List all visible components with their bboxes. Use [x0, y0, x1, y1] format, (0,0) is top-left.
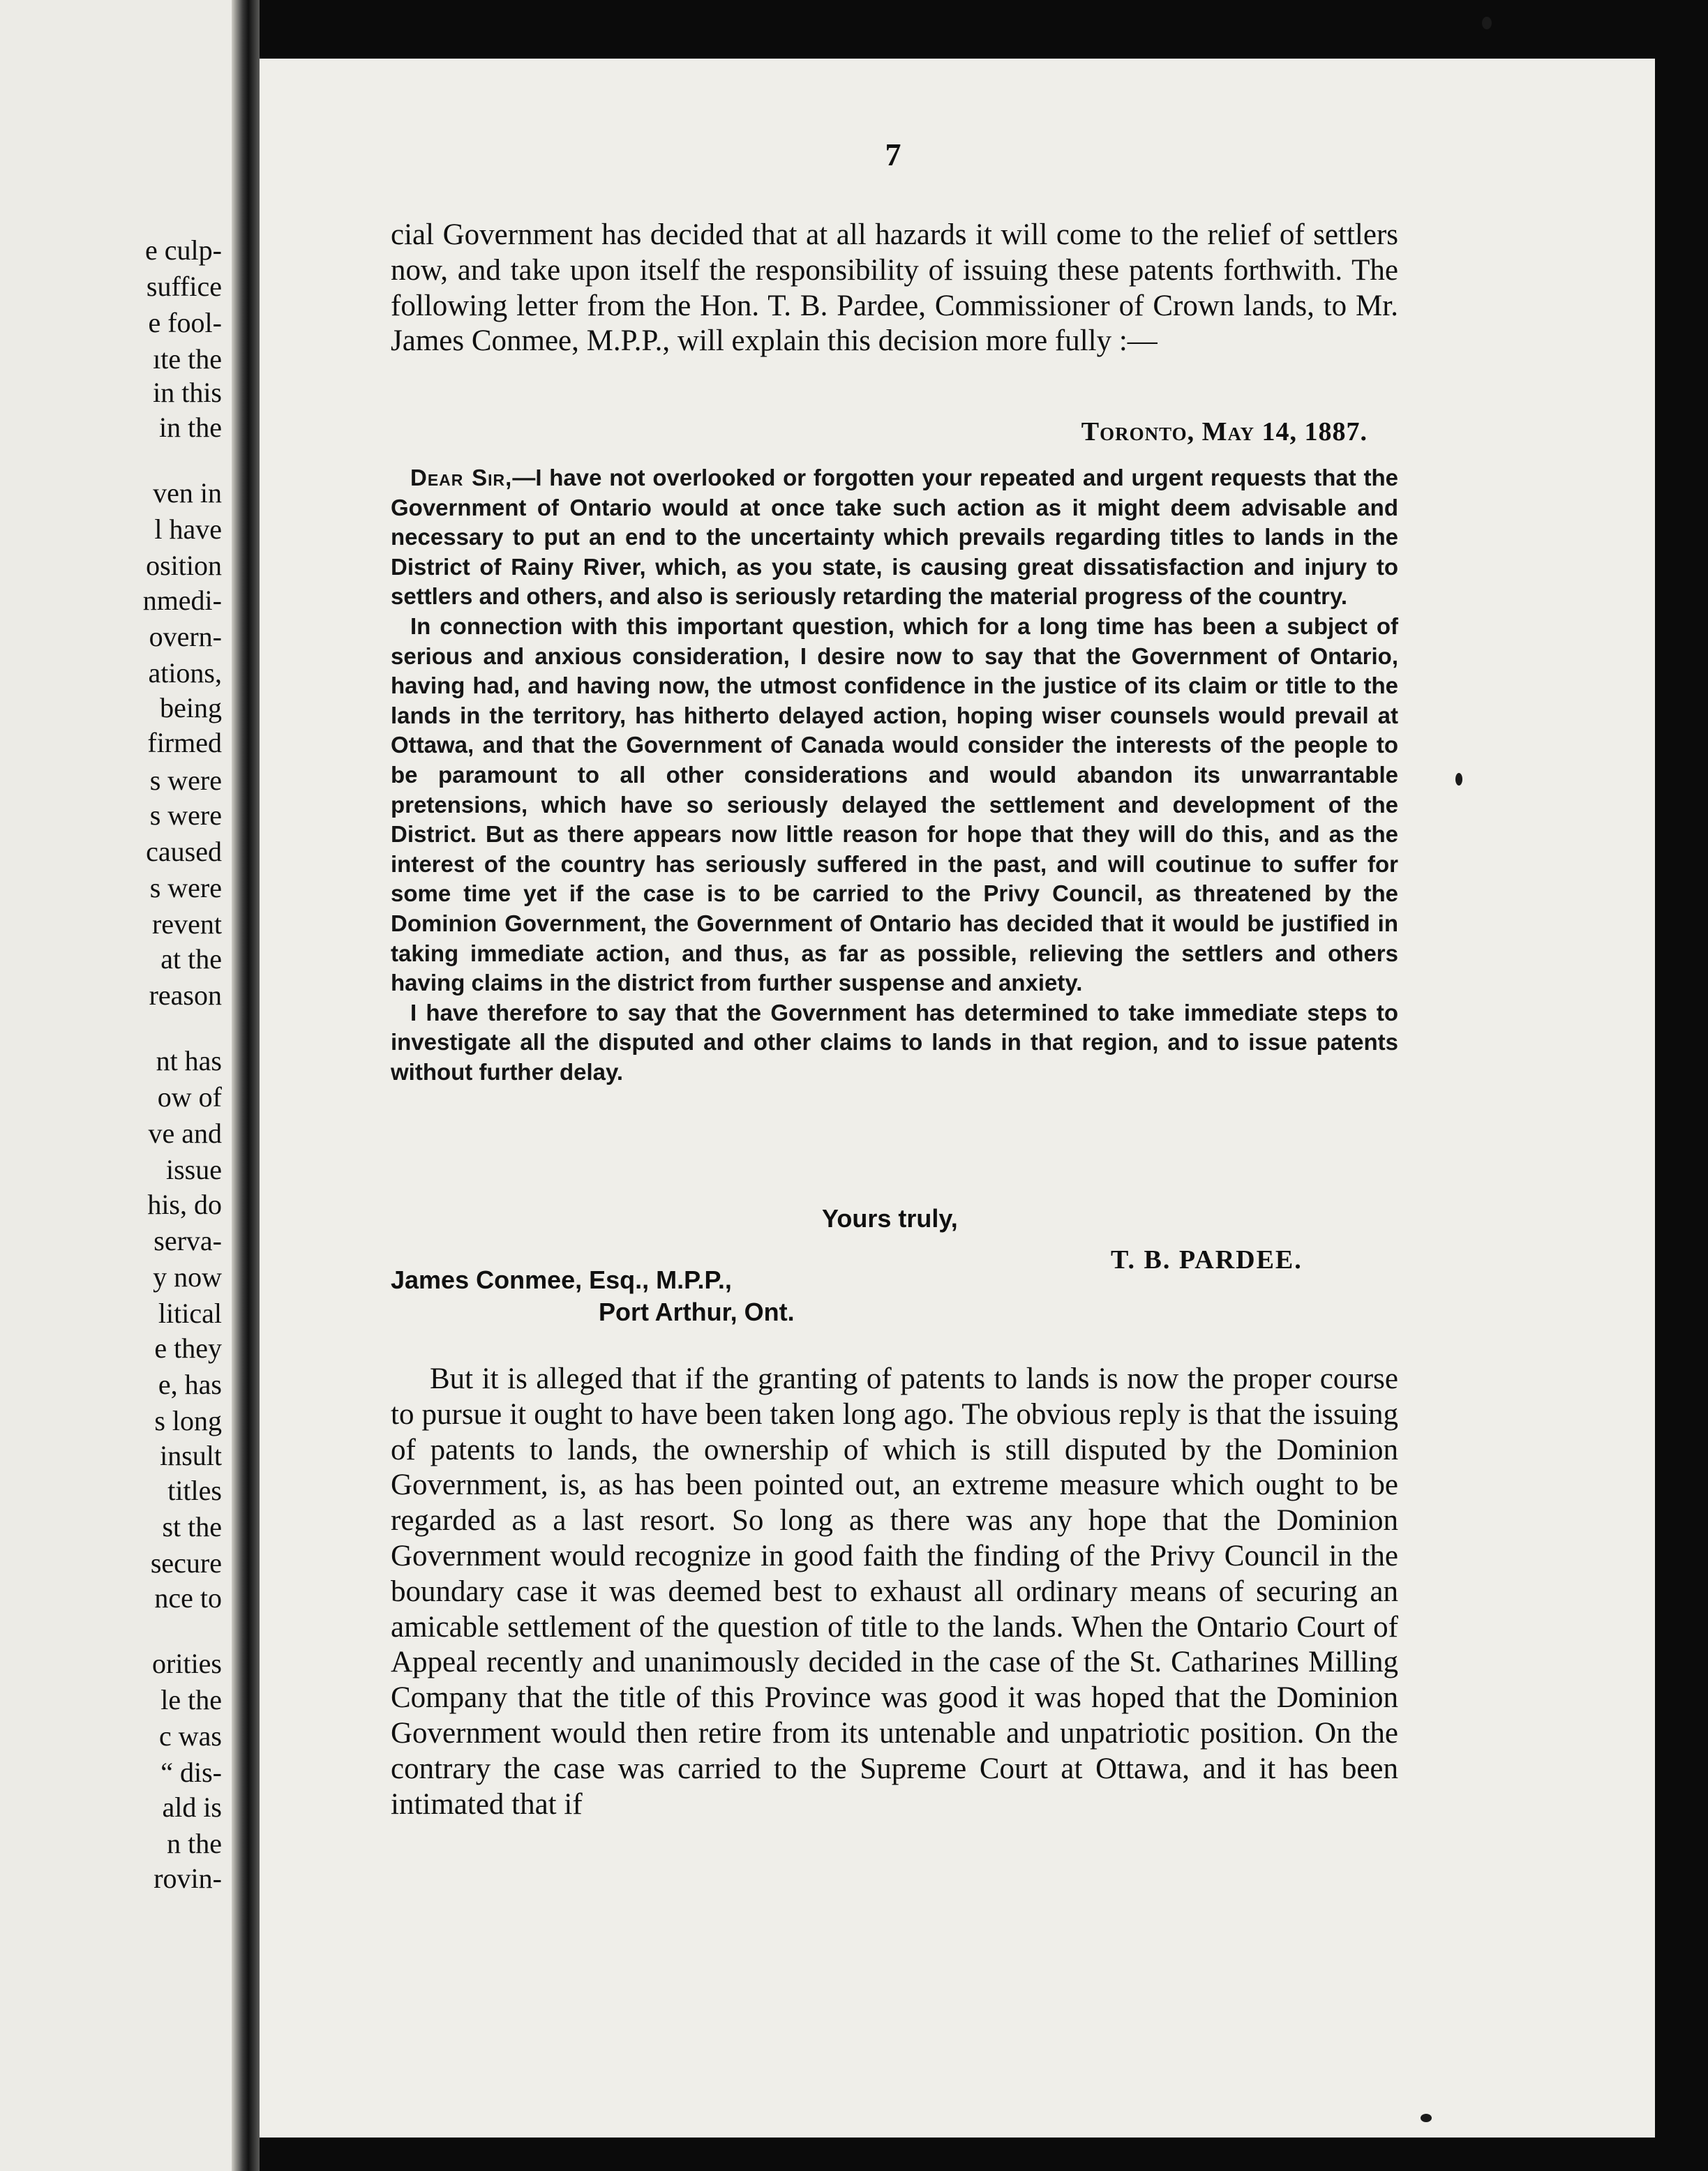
- left-page-fragment: litical: [158, 1298, 222, 1329]
- left-page-fragment: le the: [160, 1684, 222, 1715]
- letter-salutation: Dear Sir,: [410, 465, 513, 490]
- letter-addressee-location: Port Arthur, Ont.: [599, 1298, 795, 1326]
- letter-signature: T. B. PARDEE.: [1111, 1245, 1303, 1275]
- intro-text: cial Government has decided that at all hazards it will come to the relief of settlers now, and take upon itself the responsibility of issuing these patents forthwith. The following letter from the Hon. T. B. Pardee, Commissioner of Crown lands, to Mr. James Conmee, M.P.P., will explain this decision more fully :—: [391, 218, 1398, 358]
- left-page-fragment: “ dis-: [160, 1757, 222, 1788]
- left-page-fragment: e, has: [158, 1369, 222, 1400]
- left-page-fragment: in the: [159, 412, 222, 443]
- left-page-fragment: n the: [167, 1828, 222, 1859]
- intro-paragraph: [391, 218, 1398, 359]
- book-gutter: [232, 0, 260, 2171]
- left-page-fragment: e fool-: [148, 307, 222, 338]
- left-page-fragment: caused: [146, 836, 222, 867]
- left-page-edge: [0, 0, 232, 2171]
- left-page-fragment: ations,: [148, 657, 222, 689]
- letter-addressee: James Conmee, Esq., M.P.P.,: [391, 1265, 732, 1294]
- scan-speck: [1455, 773, 1462, 786]
- left-page-fragment: reason: [149, 979, 222, 1011]
- left-page-fragment: suffice: [146, 271, 222, 302]
- left-page-fragment: ıte the: [153, 343, 222, 375]
- left-page-fragment: s were: [149, 799, 222, 831]
- left-page-fragment: ald is: [162, 1791, 222, 1823]
- left-page-fragment: l have: [154, 513, 222, 545]
- left-page-fragment: nmedi-: [142, 585, 222, 616]
- letter-paragraph-1: [391, 463, 1398, 612]
- left-page-fragment: s were: [149, 765, 222, 796]
- left-page-fragment: s were: [149, 872, 222, 903]
- left-page-fragment: rovin-: [153, 1863, 222, 1894]
- left-page-fragment: st the: [162, 1511, 222, 1542]
- page-number: 7: [885, 137, 901, 172]
- left-page-fragment: being: [160, 692, 222, 723]
- left-page-fragment: e culp-: [145, 234, 222, 266]
- left-page-fragment: titles: [167, 1475, 222, 1506]
- letter-paragraph-2: In connection with this important question, which for a long time has been a subject of serious and anxious consideration, I desire now to say that the Government of Ontario, having had, and having now, the utmost confidence in the justice of its claim or title to the lands in the territory, has hitherto delayed action, hoping wiser counsels would prevail at Ottawa, and that the Government of Canada would consider the interests of the people to be paramount to all other considerations and would abandon its unwarrantable pretensions, which have so seriously delayed the settlement and development of the District. But as there appears now little reason for hope that they will do this, and as the interest of the country has seriously suffered in the past, and will coutinue to suffer for some time yet if the case is to be carried to the Privy Council, as threatened by the Dominion Government, the Government of Ontario has decided that it would be justified in taking immediate action, and thus, as far as possible, relieving the settlers and others having claims in the district from further suspense and anxiety.: [391, 613, 1398, 996]
- letter-closing: Yours truly,: [822, 1204, 958, 1233]
- conclusion-paragraph: [391, 1362, 1398, 1822]
- left-page-fragment: nce to: [154, 1582, 222, 1614]
- scan-speck: [1482, 17, 1492, 29]
- right-page: [260, 59, 1655, 2138]
- left-page-fragment: nt has: [156, 1045, 222, 1076]
- left-page-fragment: y now: [153, 1261, 222, 1293]
- left-page-fragment: osition: [146, 550, 222, 581]
- left-page-fragment: overn-: [149, 621, 222, 652]
- scan-speck: [1421, 2114, 1432, 2122]
- letter-body: [391, 463, 1398, 1087]
- left-page-fragment: ven in: [153, 477, 222, 509]
- left-page-fragment: ve and: [148, 1118, 222, 1149]
- left-page-fragment: his, do: [147, 1189, 222, 1220]
- conclusion-text: But it is alleged that if the granting of patents to lands is now the proper course to pursue it ought to have been taken long ago. The obvious reply is that the issuing of patents to lands, the ownership of which is still disputed by the Dominion Government, is, as has been pointed out, an extreme measure which ought to be regarded as a last resort. So long as there was any hope that the Dominion Government would recognize in good faith the finding of the Privy Council in the boundary case it was deemed best to exhaust all ordinary means of securing an amicable settlement of the question of title to the lands. When the Ontario Court of Appeal recently and unanimously decided in the case of the St. Catharines Milling Company that the title of this Province was good it was hoped that the Dominion Government would then retire from its untenable and unpatriotic position. On the contrary the case was carried to the Supreme Court at Ottawa, and it has been intimated that if: [391, 1362, 1398, 1821]
- left-page-fragment: secure: [150, 1547, 222, 1579]
- letter-paragraph-1-text: —I have not overlooked or forgotten your repeated and urgent requests that the Government of Ontario would at once take such action as it might deem advisable and necessary to put an end to the uncertainty which prevails regarding titles to lands in the District of Rainy River, which, as you state, is causing great dissatisfaction and injury to settlers and others, and also is seriously retarding the material progress of the country.: [391, 465, 1398, 610]
- left-page-fragment: c was: [159, 1720, 222, 1752]
- left-page-fragment: orities: [152, 1648, 222, 1679]
- left-page-fragment: insult: [160, 1440, 222, 1471]
- left-page-fragment: e they: [154, 1332, 222, 1364]
- letter-dateline: Toronto, May 14, 1887.: [1081, 417, 1368, 446]
- letter-paragraph-3: I have therefore to say that the Government has determined to take immediate steps to investigate all the disputed and other claims to lands in that region, and to issue patents without further delay.: [391, 999, 1398, 1085]
- left-page-fragment: s long: [154, 1405, 222, 1436]
- left-page-fragment: in this: [153, 377, 222, 408]
- left-page-fragment: firmed: [147, 727, 222, 758]
- left-page-fragment: serva-: [153, 1225, 222, 1256]
- left-page-fragment: at the: [160, 943, 222, 975]
- left-page-fragment: ow of: [157, 1081, 222, 1113]
- left-page-fragment: revent: [152, 908, 222, 940]
- left-page-fragment: issue: [166, 1154, 222, 1185]
